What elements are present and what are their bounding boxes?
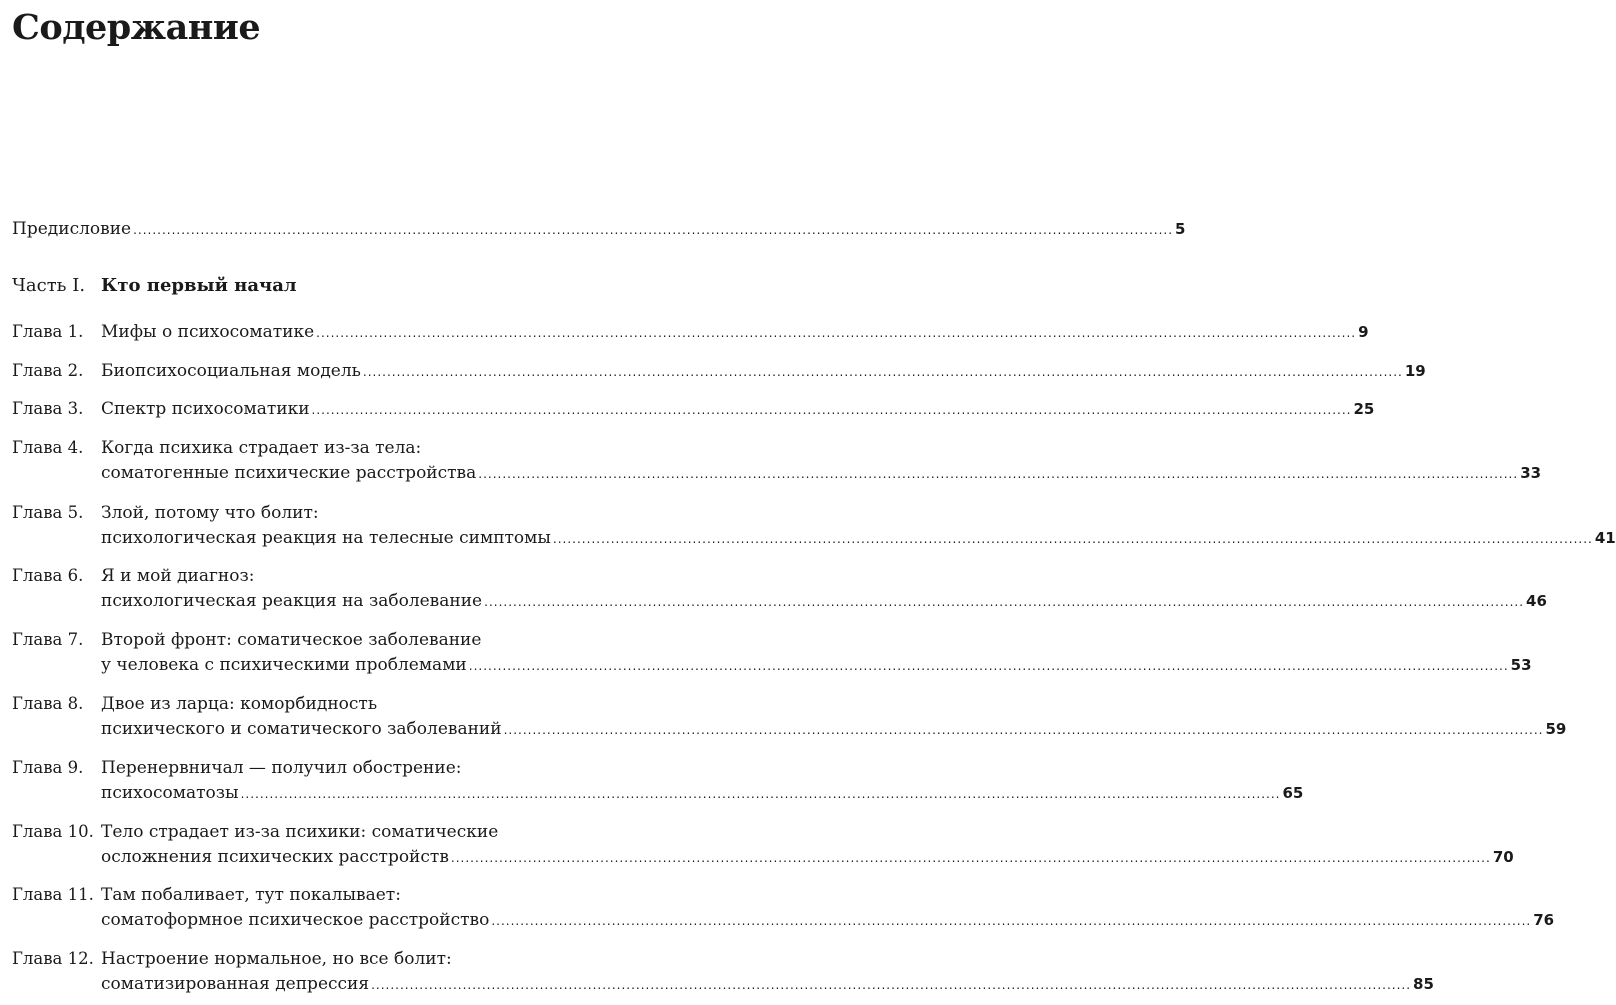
page-number: 53 [1510,656,1532,674]
chapter-title-line-1: Двое из ларца: коморбидность [101,694,378,714]
chapter-title-line-2: соматизированная депрессия [101,974,370,994]
toc-entry-chapter-11[interactable] [12,882,650,908]
page-number: 85 [1413,975,1434,993]
chapter-title-line-2: психического и соматического заболеваний [101,719,502,739]
toc-entry-chapter-11-continued[interactable] [12,907,1555,933]
toc-entry-chapter-8-continued[interactable] [12,716,1567,742]
part-label: Часть I. [12,275,86,296]
chapter-title-line-1: Тело страдает из-за психики: соматические [101,822,499,842]
toc-entry-chapter-6[interactable] [12,563,650,589]
part-heading [12,273,650,299]
dot-leader: ........................................................................................................................................................................................................................ [240,787,1281,801]
chapter-title-line-2: психосоматозы [101,783,239,803]
chapter-label: Глава 1. [12,322,84,341]
chapter-label: Глава 9. [12,758,84,777]
dot-leader: ........................................................................................................................................................................................................................ [371,978,1412,992]
toc-entry-chapter-3[interactable] [12,396,1375,422]
page-number: 41 [1594,529,1616,547]
dot-leader: ........................................................................................................................................................................................................................ [450,851,1491,865]
toc-entry-chapter-10-continued[interactable] [12,844,1514,870]
chapter-label: Глава 4. [12,438,84,457]
page-number: 46 [1526,592,1547,610]
page-number: 59 [1545,720,1567,738]
page-number: 70 [1492,848,1514,866]
dot-leader: ........................................................................................................................................................................................................................ [362,365,1403,379]
toc-entry-chapter-10[interactable] [12,819,650,845]
chapter-label: Глава 2. [12,361,84,380]
page-title: Содержание [12,7,261,48]
page-number: 19 [1404,362,1426,380]
toc-entry-chapter-8[interactable] [12,691,650,717]
page-number: 65 [1282,784,1304,802]
toc-entry-chapter-12[interactable] [12,946,650,972]
chapter-title-line-1: Второй фронт: соматическое заболевание [101,630,482,650]
toc-entry-chapter-2[interactable] [12,358,1426,384]
toc-entry-chapter-7[interactable] [12,627,650,653]
chapter-title: Биопсихосоциальная модель [101,361,361,381]
toc-entry-chapter-9[interactable] [12,755,650,781]
page-number: 25 [1353,400,1375,418]
toc-entry-chapter-1[interactable] [12,319,1369,345]
toc-entry-chapter-5[interactable] [12,500,650,526]
toc-entry-chapter-4[interactable] [12,435,650,461]
toc-entry-chapter-12-continued[interactable] [12,971,1434,997]
toc-entry-chapter-6-continued[interactable] [12,588,1547,614]
chapter-title-line-1: Там побаливает, тут покалывает: [101,885,401,905]
chapter-label: Глава 3. [12,399,84,418]
dot-leader: ........................................................................................................................................................................................................................ [552,532,1593,546]
toc-entry-preface[interactable] [12,216,1186,242]
chapter-title-line-2: осложнения психических расстройств [101,847,449,867]
chapter-title-line-1: Злой, потому что болит: [101,503,319,523]
page-number: 33 [1520,464,1542,482]
chapter-title-line-2: соматогенные психические расстройства [101,463,477,483]
page-number: 5 [1175,220,1186,238]
chapter-title-line-2: соматоформное психическое расстройство [101,910,490,930]
dot-leader: ........................................................................................................................................................................................................................ [503,723,1544,737]
chapter-label: Глава 7. [12,630,84,649]
chapter-title-line-2: психологическая реакция на заболевание [101,591,483,611]
chapter-title-line-1: Когда психика страдает из-за тела: [101,438,422,458]
dot-leader: ........................................................................................................................................................................................................................ [311,403,1352,417]
chapter-title-line-1: Я и мой диагноз: [101,566,255,586]
toc-entry-chapter-9-continued[interactable] [12,780,1304,806]
dot-leader: ........................................................................................................................................................................................................................ [133,223,1174,237]
chapter-label: Глава 12. [12,949,94,968]
dot-leader: ........................................................................................................................................................................................................................ [316,326,1357,340]
toc-entry-chapter-5-continued[interactable] [12,525,1616,551]
chapter-label: Глава 10. [12,822,94,841]
dot-leader: ........................................................................................................................................................................................................................ [468,659,1509,673]
part-title: Кто первый начал [101,275,297,296]
chapter-label: Глава 5. [12,503,84,522]
chapter-title-line-2: у человека с психическими проблемами [101,655,467,675]
chapter-title: Спектр психосоматики [101,399,310,419]
toc-entry-chapter-7-continued[interactable] [12,652,1532,678]
chapter-title-line-1: Настроение нормальное, но все болит: [101,949,452,969]
chapter-title-line-1: Перенервничал — получил обострение: [101,758,462,778]
toc-entry-chapter-4-continued[interactable] [12,460,1542,486]
chapter-title: Мифы о психосоматике [101,322,315,342]
chapter-label: Глава 8. [12,694,84,713]
chapter-title-line-2: психологическая реакция на телесные симптомы [101,528,551,548]
page-number: 76 [1533,911,1555,929]
toc-entry-title: Предисловие [12,219,132,239]
dot-leader: ........................................................................................................................................................................................................................ [491,914,1532,928]
dot-leader: ........................................................................................................................................................................................................................ [484,595,1525,609]
chapter-label: Глава 6. [12,566,84,585]
page-number: 9 [1358,323,1369,341]
chapter-label: Глава 11. [12,885,94,904]
dot-leader: ........................................................................................................................................................................................................................ [478,467,1519,481]
